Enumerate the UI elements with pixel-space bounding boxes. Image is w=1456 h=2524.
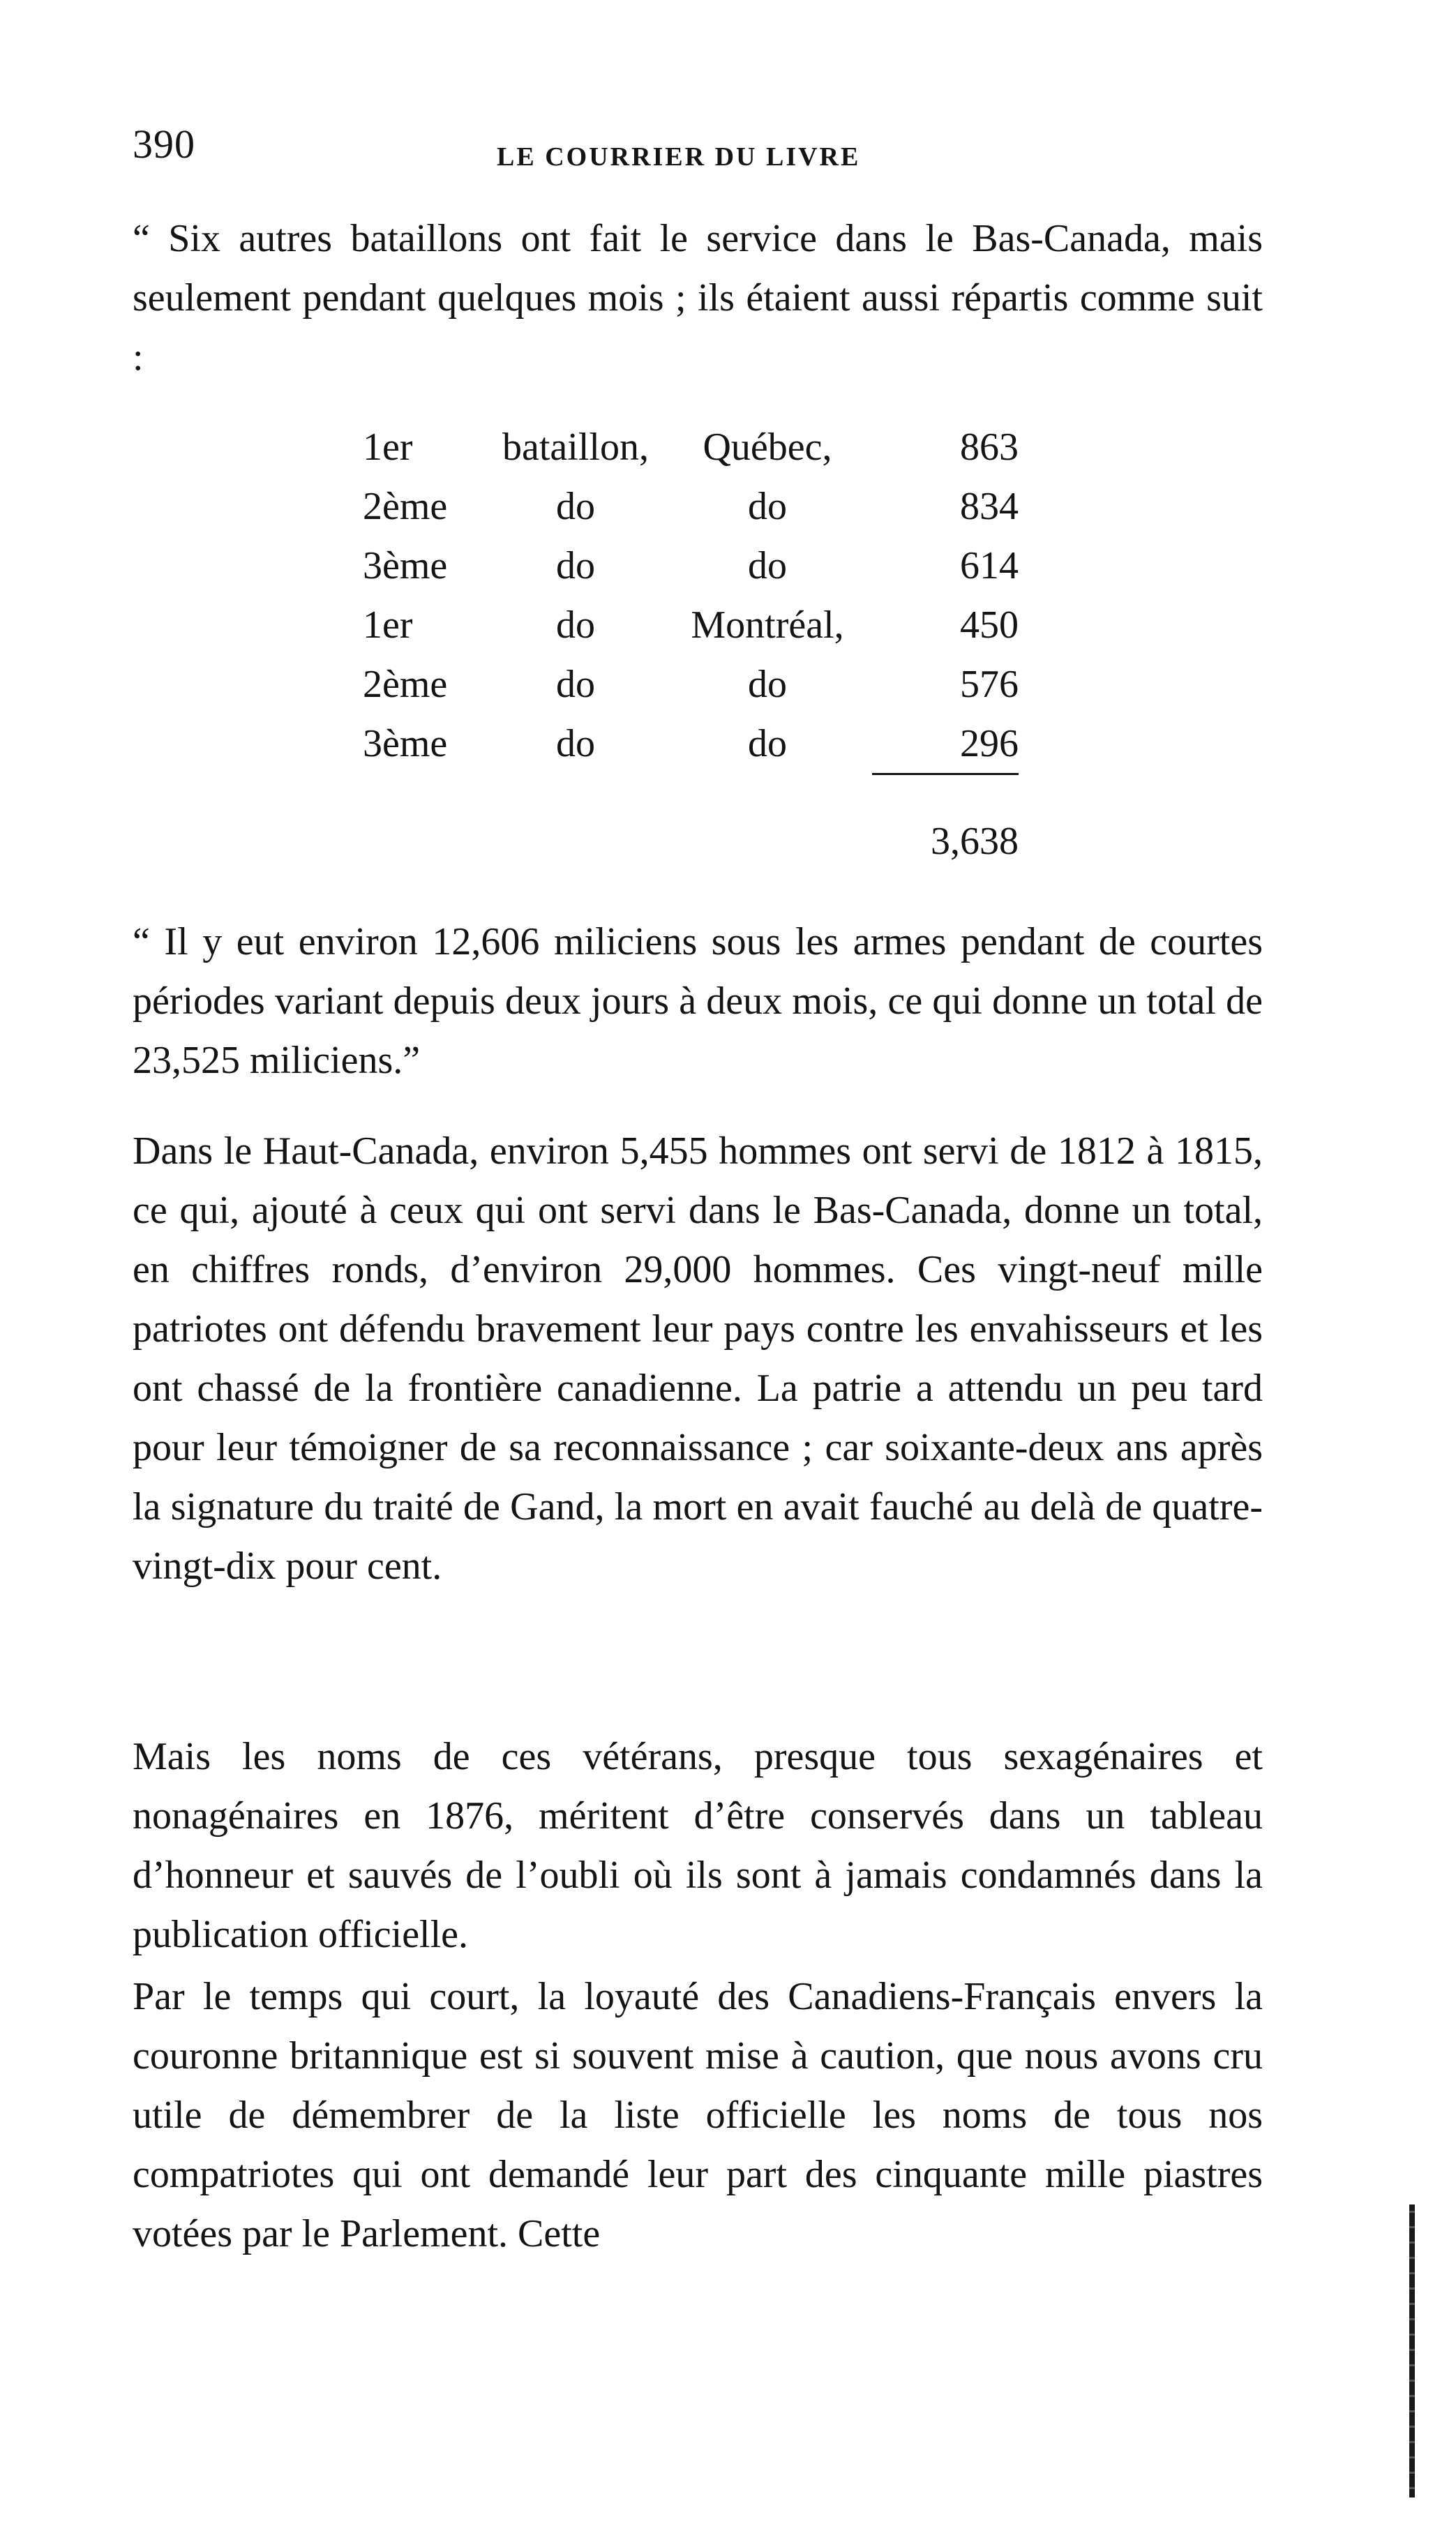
battalion-count: 576 — [960, 662, 1019, 706]
battalion-unit: do — [556, 543, 595, 587]
battalion-count: 863 — [960, 425, 1019, 469]
table-row — [363, 476, 1019, 536]
page-number: 390 — [133, 121, 195, 167]
battalion-place: Montréal, — [691, 603, 844, 647]
battalion-rank: 2ème — [363, 662, 448, 706]
battalion-rank: 1er — [363, 603, 413, 647]
paragraph-quote-battalions: “ Six autres bataillons ont fait le service dans le Bas-Canada, mais seulement pendant quelques mois ; ils étaient aussi répartis comme suit : — [133, 217, 1263, 379]
paragraph-veterans: Mais les noms de ces vétérans, presque tous sexagénaires et nonagénaires en 1876, méritent d’être conservés dans un tableau d’honneur et sauvés de l’oubli où ils sont à jamais condamnés dans la publication officielle. — [133, 1735, 1263, 1956]
battalion-unit: do — [556, 722, 595, 766]
battalion-place: do — [748, 543, 787, 587]
battalion-total: 3,638 — [872, 774, 1019, 884]
battalion-place: Québec, — [703, 425, 832, 469]
battalion-unit: bataillon, — [502, 425, 649, 469]
table-row — [363, 536, 1019, 595]
running-title: LE COURRIER DU LIVRE — [497, 142, 861, 172]
table-row — [363, 595, 1019, 654]
battalion-place: do — [748, 722, 787, 766]
battalion-rank: 2ème — [363, 484, 448, 528]
battalion-unit: do — [556, 662, 595, 706]
battalion-rank: 1er — [363, 425, 413, 469]
table-row — [363, 417, 1019, 476]
battalion-count: 614 — [960, 543, 1019, 587]
battalion-count: 834 — [960, 484, 1019, 528]
battalion-place: do — [748, 484, 787, 528]
battalion-table — [363, 417, 1019, 883]
table-total-row — [363, 774, 1019, 884]
paragraph-haut-canada: Dans le Haut-Canada, environ 5,455 hommes ont servi de 1812 à 1815, ce qui, ajouté à ceux qui ont servi dans le Bas-Canada, donne un total, en chiffres ronds, d’environ 29,000 hommes. Ces vingt-neuf mille patriotes ont défendu bravement leur pays contre les envahisseurs et les ont chassé de la frontière canadienne. La patrie a attendu un peu tard pour leur témoigner de sa reconnaissance ; car soixante-deux ans après la signature du traité de Gand, la mort en avait fauché au delà de quatre-vingt-dix pour cent. — [133, 1129, 1263, 1588]
battalion-rank: 3ème — [363, 722, 448, 766]
battalion-place: do — [748, 662, 787, 706]
paragraph-loyalty: Par le temps qui court, la loyauté des Canadiens-Français envers la couronne britannique est si souvent mise à caution, que nous avons cru utile de démembrer de la liste officielle les noms de tous nos compatriotes qui ont demandé leur part des cinquante mille piastres votées par le Parlement. Cette — [133, 1975, 1263, 2255]
battalion-count: 450 — [960, 603, 1019, 647]
table-row — [363, 654, 1019, 714]
battalion-unit: do — [556, 603, 595, 647]
battalion-count: 296 — [960, 721, 1019, 765]
table-row — [363, 714, 1019, 774]
battalion-rank: 3ème — [363, 543, 448, 587]
paragraph-quote-militia: “ Il y eut environ 12,606 miliciens sous les armes pendant de courtes périodes variant depuis deux jours à deux mois, ce qui donne un total de 23,525 miliciens.” — [133, 920, 1263, 1082]
battalion-unit: do — [556, 484, 595, 528]
scan-margin-mark — [1409, 2204, 1415, 2497]
